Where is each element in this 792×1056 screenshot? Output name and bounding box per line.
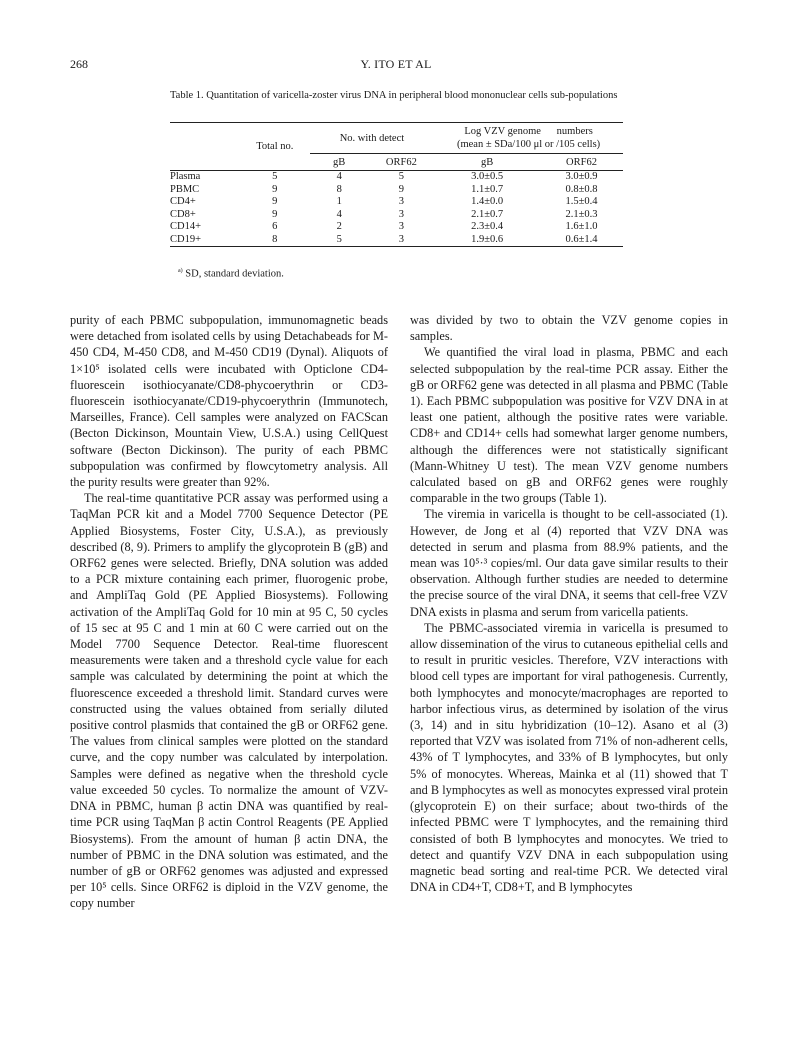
table-row [170,221,623,234]
vzv-dna-table [170,122,623,247]
cell-orf62: 3 [398,208,405,220]
header-log-vzv-line1: Log VZV genome numbers [464,126,593,137]
cell-gb: 1 [336,196,342,207]
cell-orf62: 9 [398,183,405,195]
left-column [70,312,388,912]
cell-gb: 8 [336,183,342,195]
header-log-vzv [434,123,623,154]
running-head: Y. ITO ET AL [360,57,432,71]
cell-label: CD8+ [170,208,196,220]
table-caption: Table 1. Quantitation of varicella-zoster virus DNA in peripheral blood mononuclear cells sub-populations [170,90,618,101]
paragraph: was divided by two to obtain the VZV genome copies in samples. [410,313,728,344]
cell-orf62: 3 [398,233,405,245]
cell-label: CD14+ [170,221,202,232]
cell-label: CD19+ [170,233,202,245]
cell-log-gb: 1.4±0.0 [471,196,504,207]
cell-orf62: 3 [398,221,405,232]
paragraph: The PBMC-associated viremia in varicella is presumed to allow dissemination of the virus to cutaneous epithelial cells and to result in pruritic vesicles. Therefore, VZV interactions with blood cell types are important for viral pathogenesis. Currently, both lymphocytes and monocyte/macrophages are reported to harbor infectious virus, as determined by isolation of the virus (3, 14) and in situ hybridization (10–12). Asano et al (3) reported that VZV was isolated from 71% of non-adherent cells, 43% of T lymphocytes, and 33% of B lymphocytes, but only 5% of monocytes. Whereas, Mainka et al (11) showed that T and B lymphocytes as well as monocytes expressed viral protein (glycoprotein E) on their surface; about two-thirds of the infected PBMC were T lymphocytes, and the remaining third consisted of both B lymphocytes and monocytes. We tried to detect and quantify VZV DNA in each subpopulation using magnetic bead sorting and real-time PCR. We detected viral DNA in CD4+T, CD8+T, and B lymphocytes [410,620,728,895]
cell-total: 9 [272,208,278,220]
table-body [170,171,623,247]
page-number: 268 [70,57,88,71]
cell-label: PBMC [170,183,200,195]
paragraph: purity of each PBMC subpopulation, immunomagnetic beads were detached from isolated cells by using Detachabeads for M-450 CD4, M-450 CD8, and M-450 CD19 (Dynal). Aliquots of 1×10⁵ isolated cells were incubated with Opticlone CD4-fluorescein isothiocyanate/CD8-phycoerythrin or CD3-fluorescein isothiocyanate/CD19-phycoerythrin (Immunotech, Marseilles, France). Cell samples were analyzed on FACScan (Becton Dickinson, Mountain View, U.S.A.) using CellQuest software (Becton Dickinson). The purity of each PBMC subpopulation was confirmed by flowcytometry analysis. All the purity results were greater than 92%. [70,313,388,490]
footnote-mark: a) [178,268,183,274]
cell-gb: 4 [336,208,342,220]
cell-log-orf62: 1.5±0.4 [565,196,598,207]
cell-orf62: 5 [369,171,434,184]
table-row [170,196,623,209]
cell-log-gb: 3.0±0.5 [434,171,540,184]
cell-gb: 4 [310,171,369,184]
cell-gb: 5 [336,233,342,245]
cell-total: 6 [272,221,278,232]
cell-log-gb: 1.1±0.7 [471,183,504,195]
cell-log-orf62: 2.1±0.3 [565,208,598,220]
cell-log-gb: 1.9±0.6 [471,233,504,245]
cell-orf62: 3 [398,196,405,207]
cell-label: CD4+ [170,196,196,207]
cell-log-orf62: 1.6±1.0 [565,221,598,232]
header-no-with-detect: No. with detect [339,132,405,144]
table-row [170,184,623,197]
table-row [170,171,623,184]
header-orf62: ORF62 [369,154,434,171]
table-footnote [178,268,284,280]
cell-label: Plasma [170,171,240,184]
cell-log-orf62: 0.8±0.8 [565,183,598,195]
header-gb: gB [310,154,369,171]
cell-total: 5 [240,171,310,184]
paragraph: The viremia in varicella is thought to be cell-associated (1). However, de Jong et al (4) reported that VZV DNA was detected in serum and plasma from 88.9% patients, and the mean was 10⁵·³ copies/ml. Our data gave similar results to their observation. Although further studies are needed to determine the precise source of the viral DNA, it seems that cell-free VZV DNA exists in plasma and serum from varicella patients. [410,507,728,619]
header-total-no: Total no. [256,141,294,152]
footnote-text: SD, standard deviation. [182,268,284,280]
cell-total: 8 [272,233,278,245]
paragraph: The real-time quantitative PCR assay was performed using a TaqMan PCR kit and a Model 7700 Sequence Detector (PE Applied Biosystems, Foster City, U.S.A.), as previously described (8, 9). Primers to amplify the glycoprotein B (gB) and ORF62 genes were selected. Briefly, DNA solution was added to a PCR mixture containing each primer, fluorogenic probe, and AmpliTaq Gold (PE Applied Biosystems). Following activation of the AmpliTaq Gold for 10 min at 95 C, 50 cycles of 15 sec at 95 C and 1 min at 60 C were carried out on the Model 7700 Sequence Detector. Real-time fluorescent measurements were taken and a threshold cycle value for each sample was calculated by determining the point at which the fluorescence exceeded a threshold limit. Standard curves were constructed using the values obtained from serially diluted positive control plasmids that contained the gB or ORF62 gene. The values from clinical samples were plotted on the standard curve, and the copy number was calculated by interpolation. Samples were defined as negative when the threshold cycle value exceeded 50 cycles. To normalize the amount of VZV-DNA in PBMC, human β actin DNA was quantified by real-time PCR using TaqMan β actin Control Reagents (PE Applied Biosystems). From the amount of human β actin DNA, the number of PBMC in the DNA solution was estimated, and the number of gB or ORF62 genomes was adjusted and expressed per 10⁵ cells. Since ORF62 is diploid in the VZV genome, the copy number [70,491,388,911]
cell-log-orf62: 3.0±0.9 [540,171,623,184]
cell-log-orf62: 0.6±1.4 [565,233,598,245]
table-row [170,209,623,222]
right-column [410,312,728,895]
cell-total: 9 [272,196,278,207]
cell-gb: 2 [336,221,342,232]
table-row [170,234,623,247]
header-log-orf62: ORF62 [540,154,623,171]
header-log-gb: gB [434,154,540,171]
cell-log-gb: 2.1±0.7 [471,208,504,220]
cell-total: 9 [272,183,278,195]
header-log-vzv-line2: (mean ± SDa/100 μl or /105 cells) [456,139,601,150]
paragraph: We quantified the viral load in plasma, PBMC and each selected subpopulation by the real-time PCR assay. Either the gB or ORF62 gene was detected in all plasma and PBMC (Table 1). Each PBMC subpopulation was positive for VZV DNA in at least one patient, although the positive rates were variable. CD8+ and CD14+ cells had somewhat larger genome numbers, although the differences were not statistically significant (Mann-Whitney U test). The mean VZV genome numbers calculated based on gB and ORF62 genes were roughly comparable in the two groups (Table 1). [410,345,728,506]
cell-log-gb: 2.3±0.4 [471,221,504,232]
